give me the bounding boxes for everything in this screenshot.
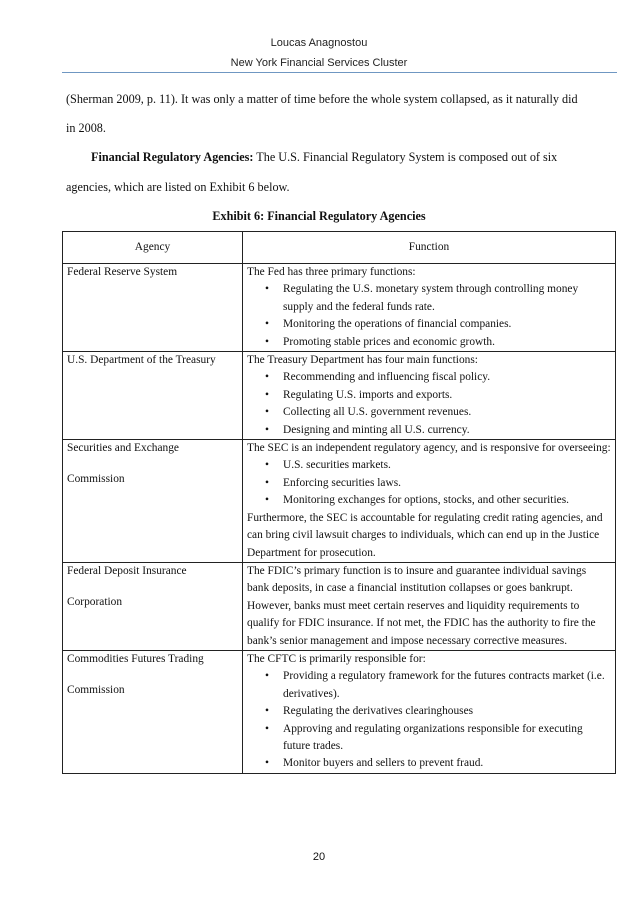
agency-cell	[63, 562, 243, 650]
function-intro: The Fed has three primary functions:	[247, 266, 416, 278]
agency-name: Securities and Exchange	[67, 442, 179, 455]
table-row	[63, 562, 616, 650]
agency-name: Commission	[67, 473, 125, 486]
agency-cell	[63, 650, 243, 773]
exhibit-caption: Exhibit 6: Financial Regulatory Agencies	[212, 209, 426, 223]
table-row	[63, 440, 616, 563]
list-item: • Recommending and influencing fiscal policy.	[283, 369, 611, 386]
list-item: • Monitoring the operations of financial companies.	[283, 316, 611, 333]
function-intro: The FDIC’s primary function is to insure and guarantee individual savings bank deposits, in case a financial institution collapses or goes bankrupt. However, banks must meet certain reserves and liquidity requirements to qualify for FDIC insurance. If not met, the FDIC has the authority to fire the bank’s senior management and impose necessary corrective measures.	[247, 564, 596, 647]
function-cell	[243, 562, 616, 650]
function-list	[247, 281, 611, 351]
function-intro: The Treasury Department has four main functions:	[247, 354, 478, 367]
agency-cell	[63, 440, 243, 563]
list-item: • Collecting all U.S. government revenues.	[283, 404, 611, 421]
list-item: • Enforcing securities laws.	[283, 475, 611, 492]
function-note: Furthermore, the SEC is accountable for regulating credit rating agencies, and can bring civil lawsuit charges to individuals, which can end up in the Justice Department for prosecution.	[247, 511, 603, 559]
agency-name: Federal Deposit Insurance	[67, 564, 187, 577]
list-item: • Regulating the derivatives clearinghouses	[283, 703, 611, 720]
agency-cell	[63, 352, 243, 440]
list-item: • Approving and regulating organizations responsible for executing future trades.	[283, 721, 611, 756]
agency-line-gap	[67, 457, 238, 471]
agency-name: Commodities Futures Trading	[67, 652, 204, 665]
list-item: • Regulating the U.S. monetary system through controlling money supply and the federal funds rate.	[283, 281, 611, 316]
paragraph-1-line-1: (Sherman 2009, p. 11). It was only a matter of time before the whole system collapsed, as it naturally did	[66, 92, 578, 106]
function-cell	[243, 650, 616, 773]
column-header-function: Function	[243, 232, 616, 264]
header-rule	[62, 72, 617, 73]
list-item: • Monitoring exchanges for options, stocks, and other securities.	[283, 492, 611, 509]
paragraph-2-line-2: agencies, which are listed on Exhibit 6 below.	[66, 180, 290, 194]
function-list	[247, 369, 611, 439]
agency-name: U.S. Department of the Treasury	[67, 354, 216, 367]
column-header-agency: Agency	[63, 232, 243, 264]
table-body	[63, 264, 616, 774]
list-item: • Promoting stable prices and economic growth.	[283, 334, 611, 351]
table-header-row	[63, 232, 616, 264]
agency-cell	[63, 264, 243, 352]
regulatory-agencies-table	[62, 231, 616, 774]
function-list	[247, 457, 611, 509]
function-cell	[243, 440, 616, 563]
table-row	[63, 352, 616, 440]
paragraph-2-line-1	[91, 150, 616, 165]
list-item: • U.S. securities markets.	[283, 457, 611, 474]
function-cell	[243, 352, 616, 440]
list-item: • Monitor buyers and sellers to prevent fraud.	[283, 755, 611, 772]
running-header-subtitle: New York Financial Services Cluster	[230, 57, 408, 69]
table-row	[63, 264, 616, 352]
function-cell	[243, 264, 616, 352]
list-item: • Designing and minting all U.S. currency.	[283, 422, 611, 439]
function-list	[247, 668, 611, 772]
agency-line-gap	[67, 580, 238, 594]
running-header-author: Loucas Anagnostou	[270, 37, 368, 49]
table-row	[63, 650, 616, 773]
page-number: 20	[312, 851, 326, 863]
function-intro: The SEC is an independent regulatory agency, and is responsive for overseeing:	[247, 442, 611, 455]
agency-name: Corporation	[67, 596, 123, 609]
paragraph-1-line-2: in 2008.	[66, 121, 106, 135]
paragraph-2-lead: Financial Regulatory Agencies:	[91, 150, 254, 164]
agency-name: Federal Reserve System	[67, 266, 178, 278]
agency-name: Commission	[67, 684, 125, 697]
list-item: • Providing a regulatory framework for the futures contracts market (i.e. derivatives).	[283, 668, 611, 703]
function-intro: The CFTC is primarily responsible for:	[247, 652, 426, 665]
list-item: • Regulating U.S. imports and exports.	[283, 387, 611, 404]
agency-line-gap	[67, 668, 238, 682]
paragraph-2-text: The U.S. Financial Regulatory System is composed out of six	[253, 150, 558, 164]
